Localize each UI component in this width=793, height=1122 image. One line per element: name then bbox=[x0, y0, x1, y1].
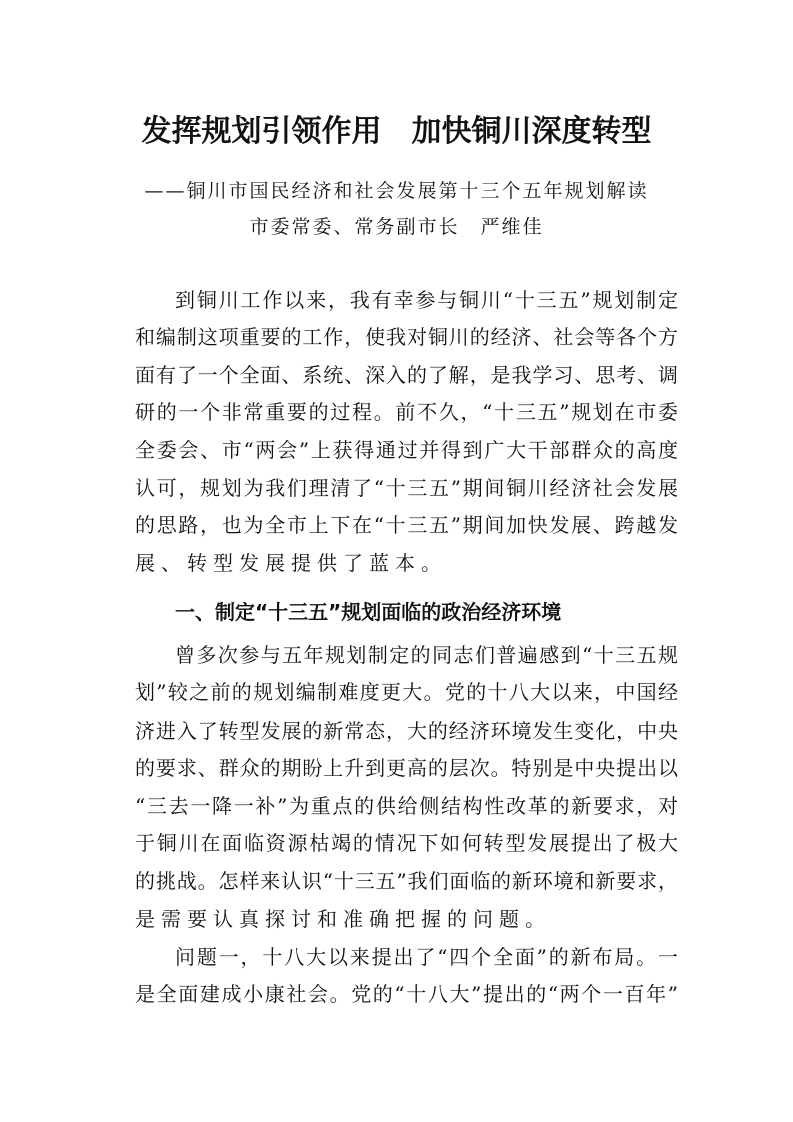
text-line: 全委会、市“两会”上获得通过并得到广大干部群众的高度 bbox=[135, 438, 678, 462]
document-subtitle: ——铜川市国民经济和社会发展第十三个五年规划解读 bbox=[144, 180, 649, 202]
text-line: 认可，规划为我们理清了“十三五”期间铜川经济社会发展 bbox=[135, 476, 678, 500]
text-line: 是需要认真探讨和准确把握的问题。 bbox=[135, 907, 551, 931]
text-line: 的挑战。怎样来认识“十三五”我们面临的新环境和新要求， bbox=[135, 869, 678, 893]
text-line: 的思路，也为全市上下在“十三五”期间加快发展、跨越发 bbox=[135, 513, 678, 537]
author-line: 市委常委、常务副市长 严维佳 bbox=[249, 216, 544, 238]
document-title: 发挥规划引领作用 加快铜川深度转型 bbox=[141, 114, 652, 149]
text-line: 于铜川在面临资源枯竭的情况下如何转型发展提出了极大 bbox=[135, 831, 678, 855]
text-line: 济进入了转型发展的新常态，大的经济环境发生变化，中央 bbox=[135, 719, 678, 743]
text-line: 曾多次参与五年规划制定的同志们普遍感到“十三五规 bbox=[175, 643, 678, 667]
text-line: 划”较之前的规划编制难度更大。党的十八大以来，中国经 bbox=[135, 680, 678, 704]
text-line: 面有了一个全面、系统、深入的了解，是我学习、思考、调 bbox=[135, 363, 678, 387]
text-line: 到铜川工作以来，我有幸参与铜川“十三五”规划制定 bbox=[175, 288, 678, 312]
text-line: 的要求、群众的期盼上升到更高的层次。特别是中央提出以 bbox=[135, 756, 678, 780]
text-line: 研的一个非常重要的过程。前不久，“十三五”规划在市委 bbox=[135, 400, 678, 424]
text-line: 是全面建成小康社会。党的“十八大”提出的“两个一百年” bbox=[135, 982, 678, 1006]
text-line: “三去一降一补”为重点的供给侧结构性改革的新要求，对 bbox=[135, 794, 678, 818]
text-line: 问题一，十八大以来提出了“四个全面”的新布局。一 bbox=[175, 945, 678, 969]
section-heading: 一、制定“十三五”规划面临的政治经济环境 bbox=[175, 600, 562, 624]
text-line: 和编制这项重要的工作，使我对铜川的经济、社会等各个方 bbox=[135, 325, 678, 349]
text-line: 展、转型发展提供了蓝本。 bbox=[135, 551, 447, 575]
